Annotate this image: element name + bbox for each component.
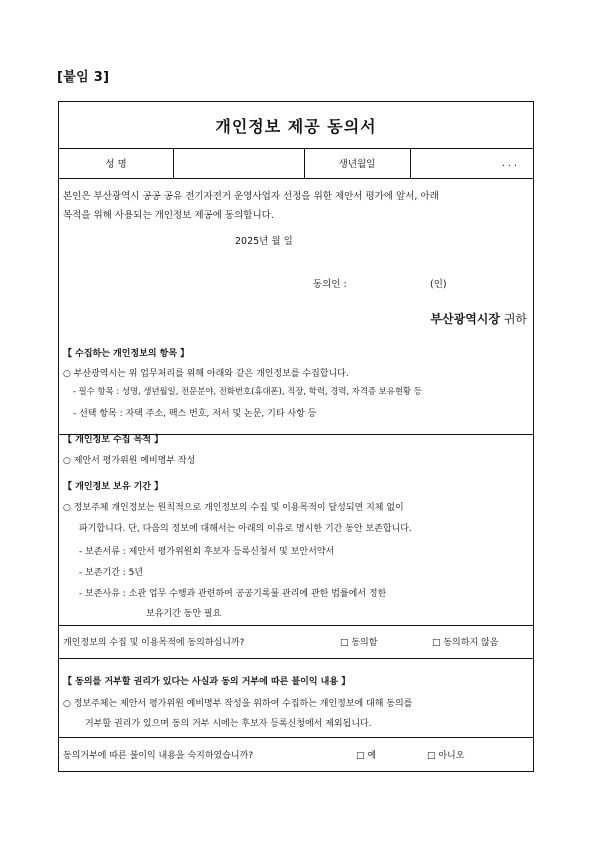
agree-row (59, 625, 533, 658)
recipient-suffix: 귀하 (503, 312, 527, 326)
privacy-details (59, 334, 533, 626)
consent-form (58, 101, 534, 772)
signer-label: 동의인 : (313, 279, 347, 290)
aware-no-checkbox[interactable]: □ 아니오 (427, 751, 465, 761)
purpose-heading: 【 개인정보 수집 목적 】 (63, 435, 164, 445)
date-line: 2025년 월 일 (235, 236, 293, 247)
agree-yes-checkbox[interactable]: □ 동의함 (340, 638, 378, 648)
consent-line-2: 목적을 위해 사용되는 개인정보 제공에 동의합니다. (63, 210, 274, 221)
retention-reason-1: - 보존사유 : 소관 업무 수행과 관련하여 공공기록물 관리에 관한 법률에서 정한 (79, 589, 387, 599)
refusal-section (59, 658, 533, 738)
recipient-name: 부산광역시장 (430, 312, 500, 326)
refuse-line-1: ○ 정보주체는 제안서 평가위원 예비명부 작성을 위하여 수집하는 개인정보에 대해 동의를 (63, 699, 413, 709)
birth-field[interactable]: . . . (501, 157, 517, 169)
name-field[interactable] (173, 148, 304, 178)
retention-period: - 보존기간 : 5년 (79, 568, 144, 578)
retention-docs: - 보존서류 : 제안서 평가위원회 후보자 등록신청서 및 보안서약서 (79, 547, 335, 557)
recipient (430, 310, 527, 327)
name-label: 성 명 (105, 159, 127, 170)
seal-label: (인) (430, 279, 447, 290)
birth-label: 생년월일 (338, 159, 376, 170)
retention-heading: 【 개인정보 보유 기간 】 (63, 482, 164, 492)
retention-line-2: 파기합니다. 단, 다음의 정보에 대해서는 아래의 이유로 명시한 기간 동안 보존합니다. (79, 524, 412, 534)
attachment-label: [붙임 3] (57, 70, 110, 85)
items-heading: 【 수집하는 개인정보의 항목 】 (63, 349, 190, 359)
form-title: 개인정보 제공 동의서 (59, 102, 533, 149)
agree-no-checkbox[interactable]: □ 동의하지 않음 (432, 638, 499, 648)
consent-line-1: 본인은 부산광역시 공공 공유 전기자전거 운영사업자 선정을 위한 제안서 평가에 앞서, 아래 (63, 191, 439, 202)
agree-question: 개인정보의 수집 및 이용목적에 동의하십니까? (63, 638, 245, 648)
aware-row (59, 737, 533, 771)
retention-reason-2: 보유기간 동안 필요 (146, 609, 222, 619)
items-optional: - 선택 항목 : 자택 주소, 팩스 번호, 저서 및 논문, 기타 사항 등 (73, 409, 317, 419)
purpose-line: ○ 제안서 평가위원 예비명부 작성 (63, 456, 196, 466)
retention-line-1: ○ 정보주체 개인정보는 원칙적으로 개인정보의 수집 및 이용목적이 달성되면 지체 없이 (63, 503, 404, 513)
aware-question: 동의거부에 따른 불이익 내용을 숙지하였습니까? (63, 751, 254, 761)
items-required: - 필수 항목 : 성명, 생년월일, 전문분야, 전화번호(휴대폰), 직장, 학력, 경력, 자격증 보유현황 등 (73, 386, 422, 396)
items-line: ○ 부산광역시는 위 업무처리를 위해 아래와 같은 개인정보를 수집합니다. (63, 369, 349, 379)
applicant-row (59, 148, 533, 179)
refuse-heading: 【 동의를 거부할 권리가 있다는 사실과 동의 거부에 따른 불이익 내용 】 (63, 677, 351, 687)
aware-yes-checkbox[interactable]: □ 예 (356, 751, 377, 761)
refuse-line-2: 거부할 권리가 있으며 동의 거부 시에는 후보자 등록신청에서 제외됩니다. (85, 719, 372, 729)
